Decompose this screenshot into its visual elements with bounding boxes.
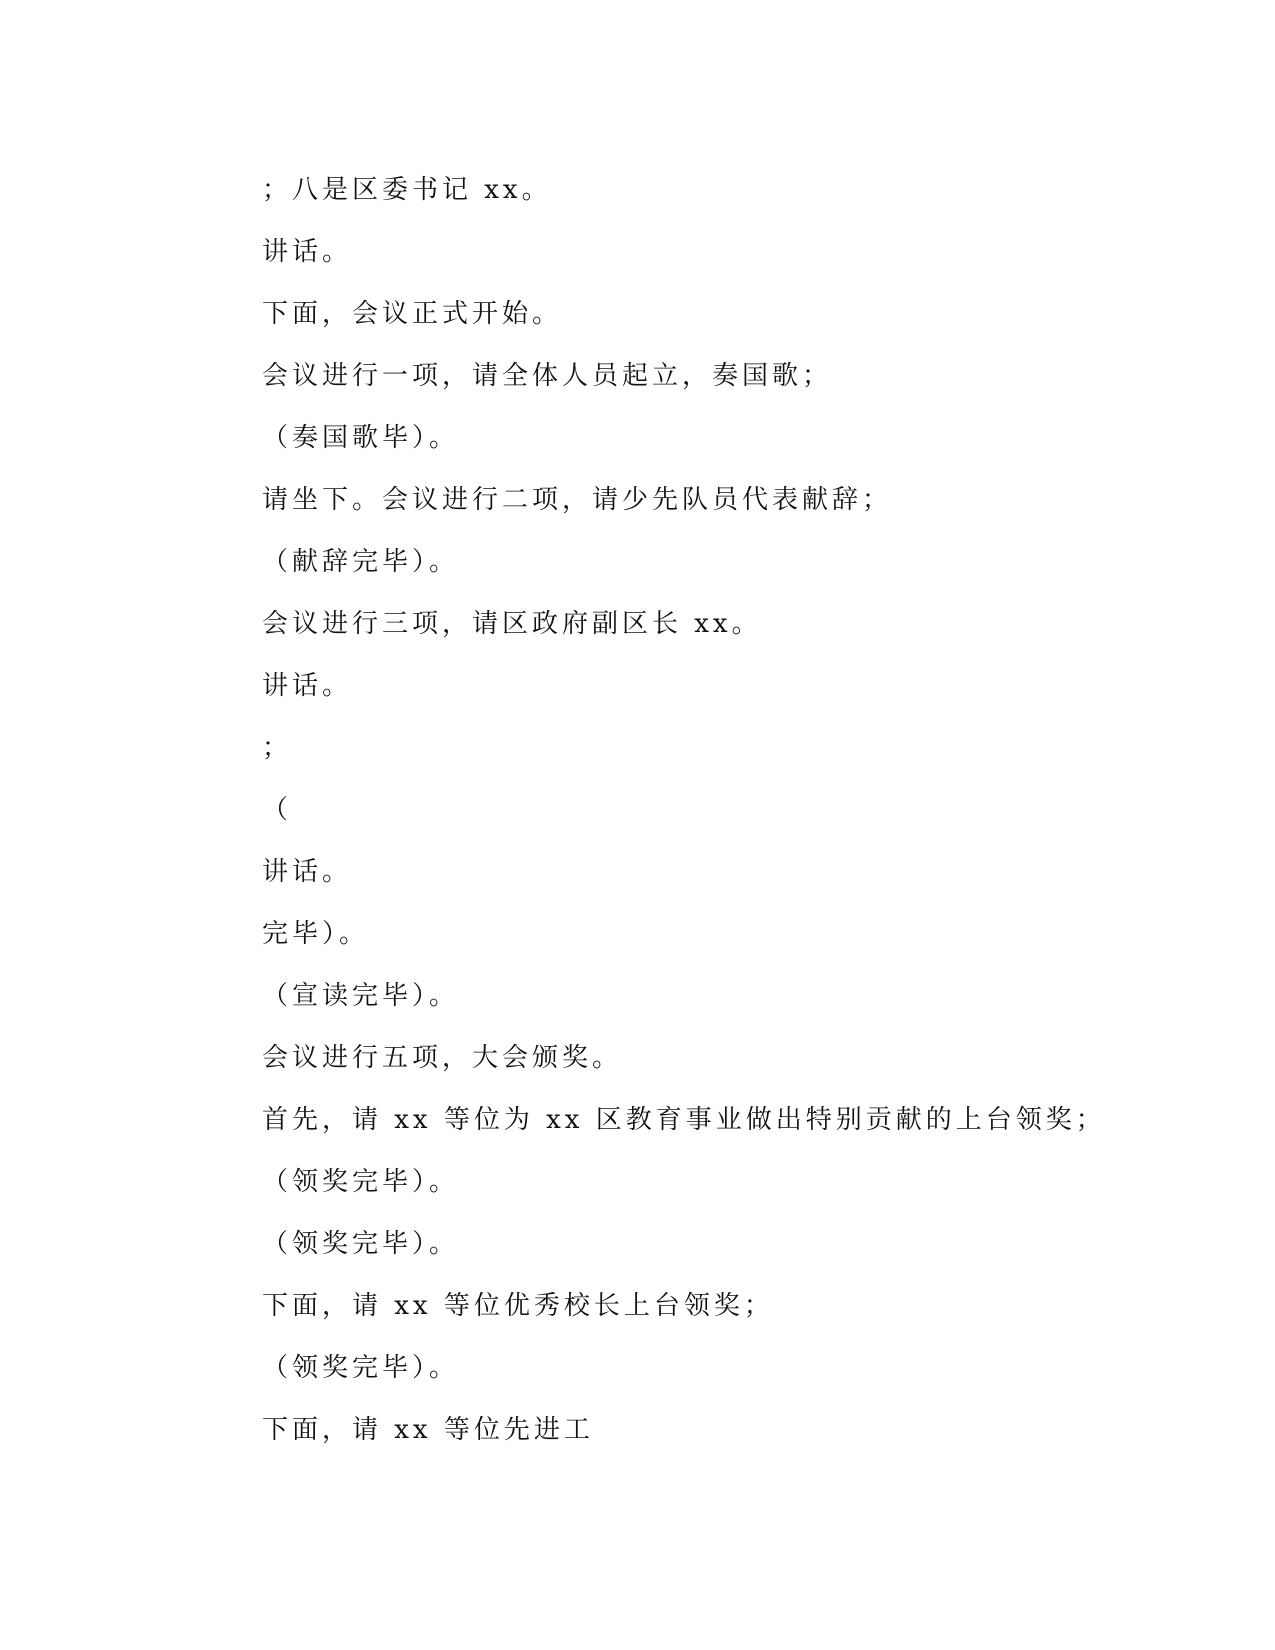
text-line: 会议进行一项，请全体人员起立，奏国歌； (262, 361, 833, 391)
text-line: 讲话。 (262, 671, 353, 701)
text-line: （领奖完毕）。 (262, 1167, 460, 1197)
text-line: （奏国歌毕）。 (262, 423, 460, 453)
text-line: 下面，会议正式开始。 (262, 299, 563, 329)
text-line: （宣读完毕）。 (262, 981, 460, 1011)
text-line: （献辞完毕）。 (262, 547, 460, 577)
text-line: ； (262, 733, 293, 763)
text-line: 会议进行三项，请区政府副区长 xx。 (262, 609, 762, 639)
text-line: 首先，请 xx 等位为 xx 区教育事业做出特别贡献的上台领奖； (262, 1105, 1106, 1135)
text-line: 下面，请 xx 等位先进工 (262, 1415, 594, 1445)
text-line: 会议进行五项，大会颁奖。 (262, 1043, 623, 1073)
text-line: 完毕）。 (262, 919, 370, 949)
text-line: 讲话。 (262, 857, 353, 887)
text-line: 讲话。 (262, 237, 353, 267)
text-line: （领奖完毕）。 (262, 1229, 460, 1259)
text-line: （ (262, 795, 293, 825)
text-line: ；八是区委书记 xx。 (262, 175, 552, 205)
text-line: 下面，请 xx 等位优秀校长上台领奖； (262, 1291, 774, 1321)
document-body (262, 168, 1106, 1470)
text-line: （领奖完毕）。 (262, 1353, 460, 1383)
text-line: 请坐下。会议进行二项，请少先队员代表献辞； (262, 485, 893, 515)
